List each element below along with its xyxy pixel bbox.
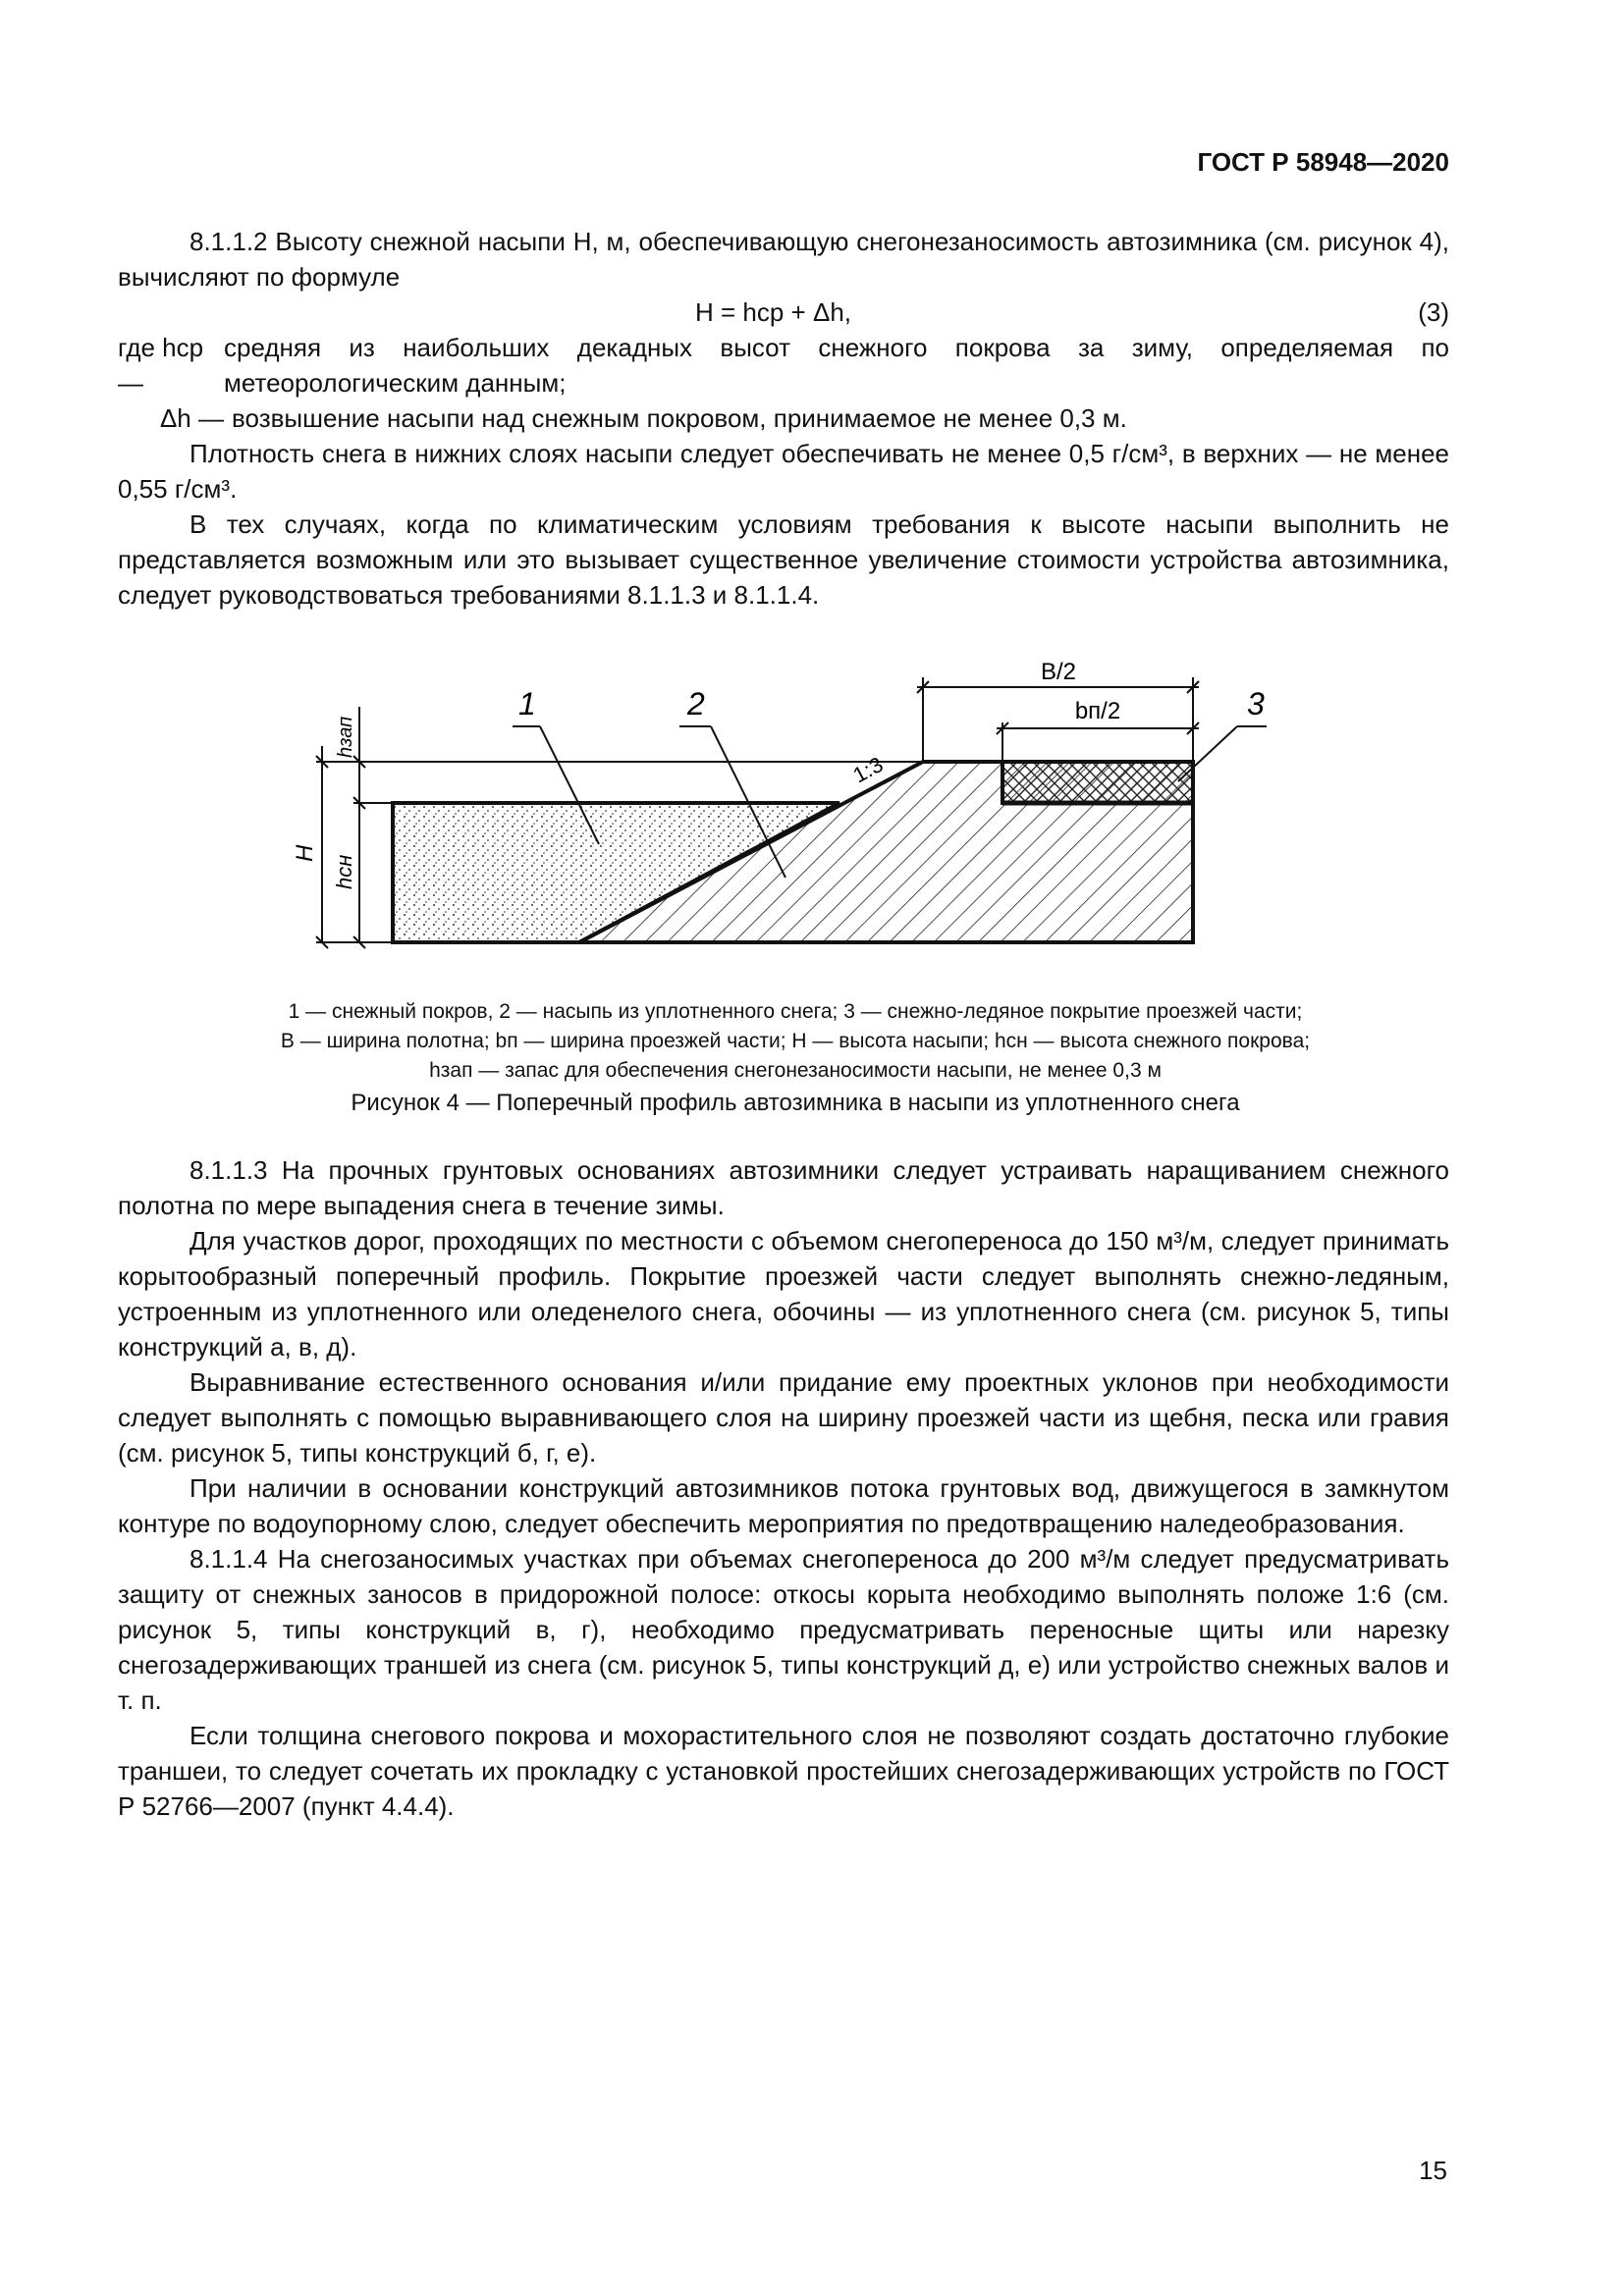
paragraph: Плотность снега в нижних слоях насыпи следует обеспечивать не менее 0,5 г/см³, в верхних — не менее 0,55 г/см³. (118, 439, 1449, 504)
label-2: 2 (687, 686, 705, 721)
section-8-1-1-3 (118, 1152, 1449, 1824)
paragraph: 8.1.1.3 На прочных грунтовых основаниях автозимники следует устраивать наращиванием снежного полотна по мере выпадения снега в течение зимы. (118, 1155, 1449, 1220)
definition-row (118, 400, 1449, 436)
paragraph: Для участков дорог, проходящих по местности с объемом снегопереноса до 150 м³/м, следует принимать корытообразный поперечный профиль. Покрытие проезжей части следует выполнять снежно-ледяным, устроенным из уплотненного или оледенелого снега, обочины — из уплотненного снега (см. рисунок 5, типы конструкций а, в, д). (118, 1226, 1449, 1362)
definition-term: Δh — (159, 403, 224, 433)
formula-number: (3) (1418, 297, 1449, 327)
leader-line-3 (1178, 726, 1237, 781)
label-H: H (292, 844, 318, 862)
label-3: 3 (1247, 686, 1265, 721)
figure-embankment-profile (292, 648, 1296, 962)
document-header: ГОСТ Р 58948—2020 (1197, 147, 1449, 177)
figure-legend (157, 997, 1434, 1086)
page-number: 15 (1419, 2156, 1447, 2185)
section-8-1-1-2 (118, 224, 1449, 613)
legend-line: 1 — снежный покров, 2 — насыпь из уплотненного снега; 3 — снежно-ледяное покрытие проезжей части; (288, 1000, 1303, 1023)
paragraph: Выравнивание естественного основания и/или придание ему проектных уклонов при необходимости следует выполнять с помощью выравнивающего слоя на ширину проезжей части из щебня, песка или гравия (см. рисунок 5, типы конструкций б, г, е). (118, 1367, 1449, 1468)
paragraph: 8.1.1.2 Высоту снежной насыпи H, м, обеспечивающую снегонезаносимость автозимника (см. рисунок 4), вычисляют по формуле (118, 227, 1449, 292)
legend-line: B — ширина полотна; bп — ширина проезжей части; H — высота насыпи; hсн — высота снежного покрова; (280, 1030, 1311, 1052)
definition-row (118, 330, 1449, 400)
definition-term: где hср — (118, 333, 204, 398)
label-hsn: hсн (332, 854, 356, 889)
label-1: 1 (518, 686, 536, 721)
definition-text: возвышение насыпи над снежным покровом, принимаемое не менее 0,3 м. (232, 403, 1127, 433)
label-B2: B/2 (1040, 659, 1077, 685)
label-hzap: hзап (335, 716, 356, 758)
paragraph: В тех случаях, когда по климатическим условиям требования к высоте насыпи выполнить не представляется возможным или это вызывает существенное увеличение стоимости устройства автозимника, следует руководствоваться требованиями 8.1.1.3 и 8.1.1.4. (118, 509, 1449, 610)
formula-row (118, 294, 1449, 330)
legend-line: hзап — запас для обеспечения снегонезаносимости насыпи, не менее 0,3 м (429, 1059, 1162, 1082)
paragraph: Если толщина снегового покрова и мохорастительного слоя не позволяют создать достаточно глубокие траншеи, то следует сочетать их прокладку с установкой простейших снегозадерживающих устройств по ГОСТ Р 52766—2007 (пункт 4.4.4). (118, 1721, 1449, 1821)
definition-text: средняя из наибольших декадных высот снежного покрова за зиму, определяемая по метеорологическим данным; (224, 333, 1449, 398)
paragraph: При наличии в основании конструкций автозимников потока грунтовых вод, движущегося в замкнутом контуре по водоупорному слою, следует обеспечить мероприятия по предотвращению наледеобразования. (118, 1473, 1449, 1538)
label-bp2: bп/2 (1074, 698, 1121, 724)
label-slope: 1:3 (848, 751, 888, 788)
figure-caption: Рисунок 4 — Поперечный профиль автозимника в насыпи из уплотненного снега (351, 1090, 1240, 1116)
formula: H = hср + Δh, (695, 297, 852, 327)
pavement-layer (1002, 762, 1193, 803)
paragraph: 8.1.1.4 На снегозаносимых участках при объемах снегопереноса до 200 м³/м следует предусматривать защиту от снежных заносов в придорожной полосе: откосы корыта необходимо выполнять положе 1:6 (см. рисунок 5, типы конструкций в, г), необходимо предусматривать переносные щиты или нарезку снегозадерживающих траншей из снега (см. рисунок 5, типы конструкций д, е) или устройство снежных валов и т. п. (118, 1544, 1449, 1715)
